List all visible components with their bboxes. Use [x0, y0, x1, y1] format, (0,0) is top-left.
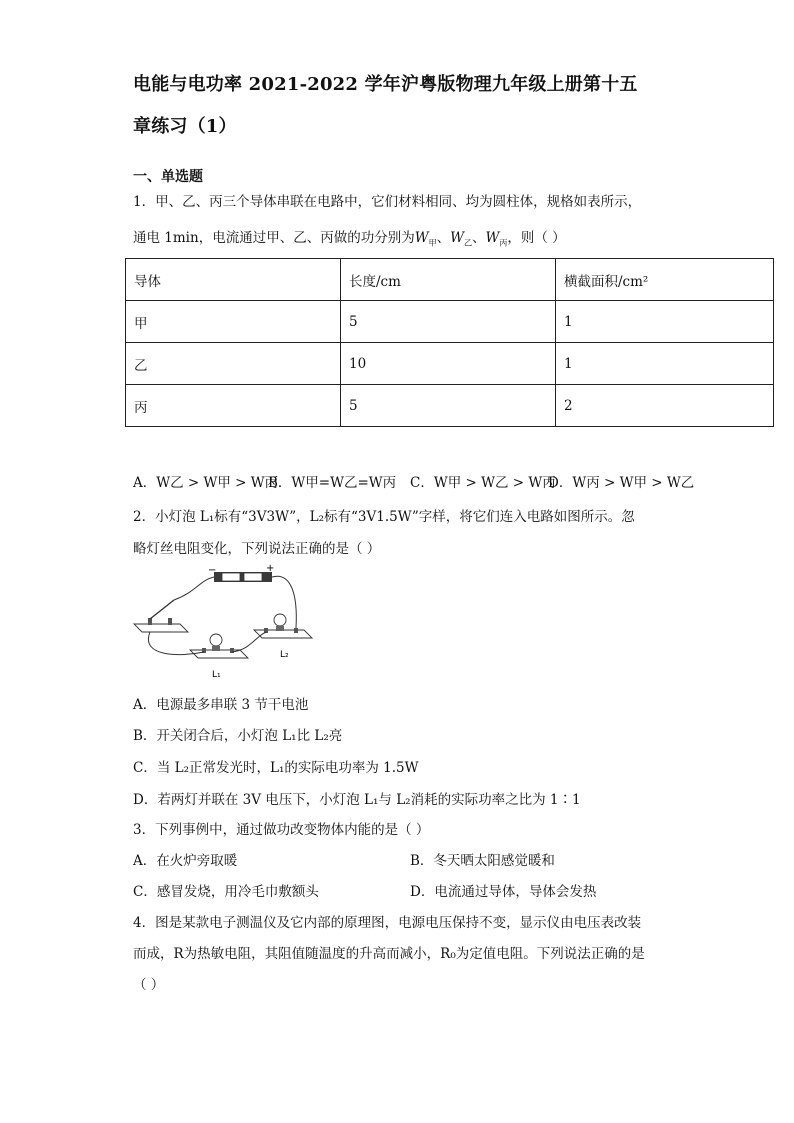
table-header-cell: 导体 — [126, 259, 341, 301]
q1-option-a[interactable]: A．W乙 > W甲 > W丙 — [133, 475, 279, 491]
q1-stem-line-2-text: 通电 1min，电流通过甲、乙、丙做的功分别为 — [133, 230, 415, 246]
q1-option-c[interactable]: C．W甲 > W乙 > W丙 — [410, 475, 556, 491]
q1-stem-line-2-tail: ，则（ ） — [507, 230, 566, 246]
q1-stem-line-2: 通电 1min，电流通过甲、乙、丙做的功分别为$W_甲$、$W_乙$、$W_丙$，则（ ） — [133, 230, 566, 248]
section-heading: 一、单选题 — [133, 169, 203, 185]
document-title-line-1: 电能与电功率 2021-2022 学年沪粤版物理九年级上册第十五 — [133, 74, 638, 95]
table-row — [126, 343, 774, 385]
conductor-spec-table — [125, 258, 774, 427]
q3-option-b[interactable]: B．冬天晒太阳感觉暖和 — [410, 853, 555, 869]
q2-stem-line-1: 2．小灯泡 L₁标有“3V3W”，L₂标有“3V1.5W”字样，将它们连入电路如图所示。忽 — [133, 509, 635, 525]
q4-stem-line-1: 4．图是某款电子测温仪及它内部的原理图，电源电压保持不变，显示仪由电压表改装 — [133, 915, 642, 931]
table-cell: 1 — [556, 343, 774, 385]
q2-option-a[interactable]: A．电源最多串联 3 节干电池 — [133, 697, 309, 713]
table-cell: 5 — [341, 385, 556, 427]
q3-option-c[interactable]: C．感冒发烧，用冷毛巾敷额头 — [133, 884, 319, 900]
lamp-l2-label: L₂ — [280, 650, 289, 660]
table-cell: 乙 — [126, 343, 341, 385]
q4-stem-line-2: 而成，R为热敏电阻，其阻值随温度的升高而减小，R₀为定值电阻。下列说法正确的是 — [133, 946, 645, 962]
table-row — [126, 301, 774, 343]
q1-option-b[interactable]: B．W甲=W乙=W丙 — [268, 475, 397, 491]
circuit-diagram — [130, 562, 320, 684]
table-cell: 2 — [556, 385, 774, 427]
table-row — [126, 385, 774, 427]
q2-option-c[interactable]: C．当 L₂正常发光时，L₁的实际电功率为 1.5W — [133, 760, 419, 776]
q1-option-d[interactable]: D．W丙 > W甲 > W乙 — [548, 475, 695, 491]
q3-option-a[interactable]: A．在火炉旁取暖 — [133, 853, 238, 869]
q1-stem-line-1: 1．甲、乙、丙三个导体串联在电路中，它们材料相同、均为圆柱体，规格如表所示， — [133, 194, 642, 210]
lamp-l1-label: L₁ — [212, 670, 221, 680]
q2-option-b[interactable]: B．开关闭合后，小灯泡 L₁比 L₂亮 — [133, 728, 343, 744]
q3-stem: 3．下列事例中，通过做功改变物体内能的是（ ） — [133, 822, 430, 838]
table-header-cell: 长度/cm — [341, 259, 556, 301]
q2-stem-line-2: 略灯丝电阻变化，下列说法正确的是（ ） — [133, 541, 381, 557]
q2-option-d[interactable]: D．若两灯并联在 3V 电压下，小灯泡 L₁与 L₂消耗的实际功率之比为 1∶1 — [133, 792, 581, 808]
table-cell: 甲 — [126, 301, 341, 343]
table-header-cell: 横截面积/cm² — [556, 259, 774, 301]
table-cell: 5 — [341, 301, 556, 343]
table-cell: 丙 — [126, 385, 341, 427]
document-title-line-2: 章练习（1） — [133, 116, 237, 137]
table-cell: 10 — [341, 343, 556, 385]
battery-minus-label: − — [208, 565, 217, 576]
q4-stem-line-3: （ ） — [133, 977, 165, 993]
lamp-l1-icon — [190, 650, 248, 658]
battery-plus-label: + — [266, 563, 275, 574]
table-cell: 1 — [556, 301, 774, 343]
switch-icon — [134, 624, 188, 632]
q3-option-d[interactable]: D．电流通过导体，导体会发热 — [410, 884, 597, 900]
table-header-row — [126, 259, 774, 301]
